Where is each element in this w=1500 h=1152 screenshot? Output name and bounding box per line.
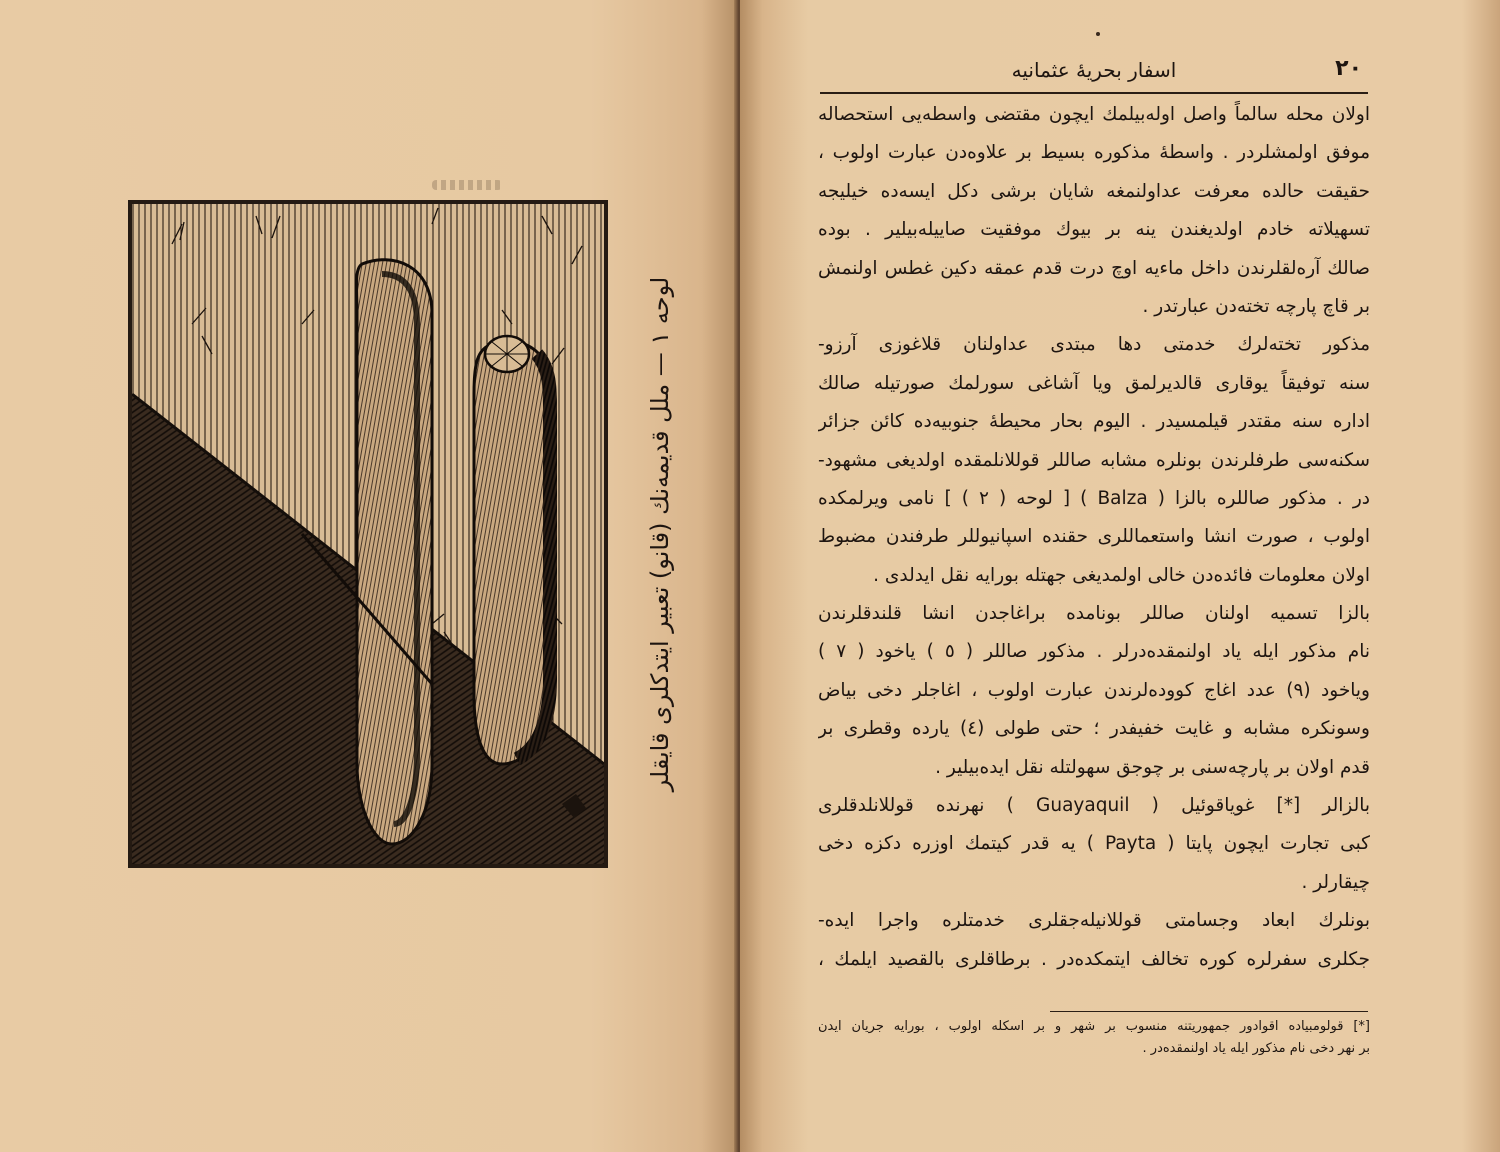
text-line: موفق اولمشلردر . واسطهٔ مذكوره بسيط بر علاوه‌دن عبارت اولوب ، [818, 142, 1370, 164]
engraving-drawing [132, 204, 604, 864]
body-text [818, 96, 1370, 979]
footnote-line: بر نهر دخى نام مذكور ايله ياد اولنمقده‌در . [1142, 1041, 1370, 1056]
canoe-lower [474, 341, 552, 764]
text-line: بر قاچ پارچه تخته‌دن عبارتدر . [1142, 295, 1370, 317]
text-line: اولوب ، صورت انشا واستعماللرى حقنده اسپانيوللر طرفندن مضبوط [818, 526, 1370, 548]
text-line: سكنه‌سى طرفلرندن بونلره مشابه صاللر قوللانلمقده اولديغى مشهود- [818, 449, 1370, 471]
text-line: جكلرى سفرلره كوره تخالف ايتمكده‌در . برطاقلرى بالقصيد ايلمك ، [818, 948, 1370, 970]
figure-caption: لوحه ١ — ملل قديمه‌نك (قانو) تعبير ايتدكلرى قايقلر [646, 276, 674, 792]
left-page [0, 0, 738, 1152]
text-line: مذكور تخته‌لرك خدمتى دها مبتدى عداولنان قلاغوزى آرزو- [818, 334, 1370, 356]
text-line: اولان معلومات فائده‌دن خالى اولمديغى جهتله بورايه نقل ايدلدى . [873, 564, 1370, 586]
text-line: بالزا تسميه اولنان صاللر بونامده براغاجدن انشا قلندقلرندن [818, 603, 1370, 625]
running-title: اسفار بحريهٔ عثمانيه [1011, 58, 1177, 82]
text-line: اولان محله سالماً واصل اوله‌بيلمك ايچون مقتضى واسطه‌يى استحصاله [818, 104, 1370, 125]
figure-caption-area [630, 200, 690, 868]
footnote-line: [*] قولومبياده اقوادور جمهوريتنه منسوب بر شهر و بر اسكله اولوب ، بورايه جريان ايدن [818, 1019, 1370, 1034]
text-line: اداره سنه مقتدر قيلمسيدر . اليوم بحار محيطهٔ جنوبيه‌ده كائن جزائر [818, 411, 1370, 433]
text-line: صالك آره‌لقلرندن داخل ماءيه اوچ درت قدم عمقه دكين غطس اولنمش [818, 257, 1370, 279]
text-line: كبى تجارت ايچون پايتا ( Payta ) يه قدر كيتمك اوزره دكزه دخى [818, 833, 1370, 855]
paper-speck [1096, 32, 1100, 36]
text-line: سنه توفيقاً يوقارى قالديرلمق ويا آشاغى سورلمك صورتيله صالك [818, 372, 1370, 394]
faint-ink-mark [432, 180, 502, 190]
text-line: وياخود (٩) عدد اغاج كووده‌لرندن عبارت اولوب ، اغاجلر دخى بياض [818, 679, 1370, 701]
text-line: وسونكره مشابه و غايت خفيفدر ؛ حتى طولى (٤) يارده وقطرى بر [818, 718, 1370, 740]
page-number: ٢٠ [1335, 56, 1362, 81]
text-line: قدم اولان بر پارچه‌سنى بر چوجق سهولتله نقل ايده‌بيلير . [935, 756, 1370, 778]
text-line: تسهيلاته خادم اولديغندن ينه بر بيوك موفقيت صاييله‌بيلير . بوده [818, 219, 1370, 241]
text-line: بونلرك ابعاد وجسامتى قوللانيله‌جقلرى خدمتلره واجرا ايده- [818, 910, 1370, 932]
text-line: در . مذكور صاللره بالزا ( Balza ) [ لوحه ( ٢ ) ] نامى ويرلمكده [818, 487, 1370, 509]
text-line: نام مذكور ايله ياد اولنمقده‌درلر . مذكور صاللر ( ٥ ) ياخود ( ٧ ) [818, 641, 1370, 663]
text-line: حقيقت حالده معرفت عداولنمغه شايان برشى دكل ايسه‌ده خيليجه [818, 180, 1370, 202]
engraving-illustration [128, 200, 608, 868]
footnote [818, 1016, 1370, 1060]
footnote-rule [1050, 1011, 1368, 1012]
page-header [820, 56, 1368, 94]
canoe-upper [356, 260, 432, 844]
text-line: بالزالر [*] غوياقوئيل ( Guayaquil ) نهرنده قوللانلدقلرى [818, 795, 1370, 817]
text-line: چيقارلر . [1301, 871, 1370, 893]
